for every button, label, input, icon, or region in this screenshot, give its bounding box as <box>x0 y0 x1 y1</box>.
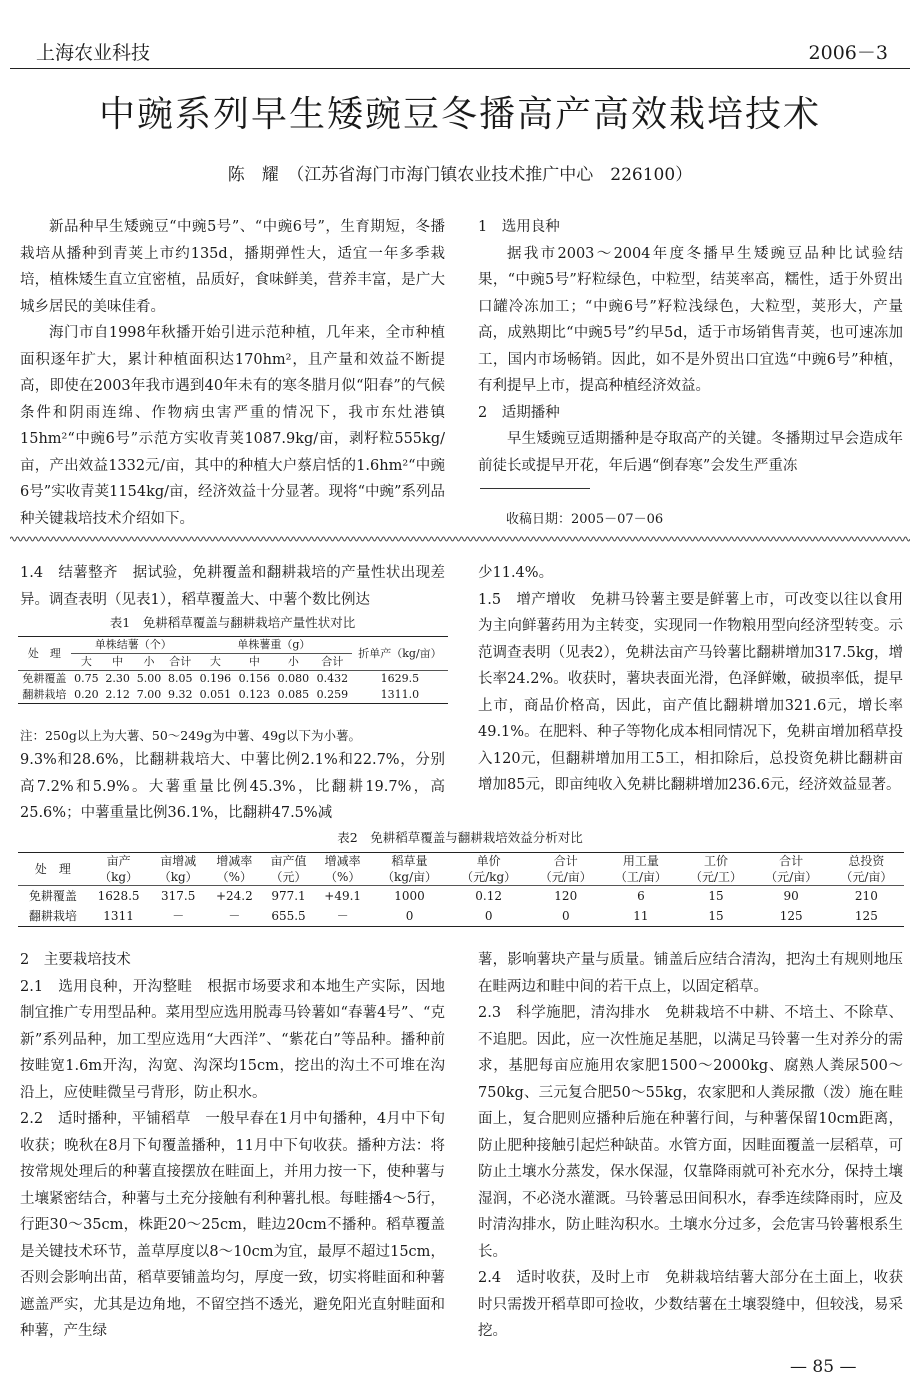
table2-header <box>528 853 603 886</box>
table-cell: 0 <box>484 909 493 923</box>
bottom-right-column <box>478 947 903 1345</box>
body-paragraph: 2.4 适时收获，及时上市 免耕栽培结薯大部分在土面上，收获时只需拨开稻草即可捡收，少数结薯在土壤裂缝中，但较浅，易采挖。 <box>478 1270 903 1339</box>
table1-subheader: 中 <box>248 655 260 668</box>
mid-left-column <box>20 560 445 613</box>
table1-header: 单株薯重（g） <box>196 637 352 654</box>
table2-header-unit: （元/亩） <box>765 870 818 884</box>
table2-header-line: 亩产值 <box>270 854 307 868</box>
table-row <box>18 687 448 704</box>
table2-header <box>754 853 829 886</box>
table-cell: 0.196 <box>199 672 232 685</box>
table-cell: +24.2 <box>215 889 253 903</box>
journal-name: 上海农业科技 <box>36 42 151 64</box>
table2-header-unit: （元/工） <box>690 870 743 884</box>
table2 <box>18 852 904 927</box>
body-paragraph: 少11.4%。 <box>478 565 554 581</box>
table1-note: 注：250g以上为大薯、50～249g为中薯、49g以下为小薯。 <box>20 728 362 743</box>
table-cell: 655.5 <box>271 909 306 923</box>
article-title: 中豌系列早生矮豌豆冬播高产高效栽培技术 <box>98 94 821 135</box>
table-cell: 9.32 <box>168 688 193 701</box>
table-cell: 0.085 <box>277 688 310 701</box>
body-paragraph: 2.3 科学施肥，清沟排水 免耕栽培不中耕、不培土、不除草、不追肥。因此，应一次性施足基肥，以满足马铃薯一生对养分的需求，基肥每亩应施用农家肥1500～2000kg、腐熟人粪尿500～750kg、三元复合肥50～55kg，农家肥和人粪尿撒（泼）施在畦面上，复合肥则应播种后施在种薯行间，与种薯保留10cm距离，防止肥种接触引起烂种缺苗。水管方面，因畦面覆盖一层稻草，可防止土壤水分蒸发，保水保湿，仅靠降雨就可补充水分，保持土壤湿润，不必浇水灌溉。马铃薯忌田间积水，春季连续降雨时，应及时清沟排水，防止畦沟积水。土壤水分过多，会危害马铃薯根系生长。 <box>478 1005 903 1260</box>
table-cell: 0 <box>561 909 570 923</box>
table-cell: 翻耕栽培 <box>22 688 67 701</box>
intro-column <box>20 214 445 532</box>
issue-number: 2006－3 <box>808 42 888 64</box>
table-cell: 0.051 <box>199 688 232 701</box>
table1 <box>18 636 448 704</box>
table-cell: 5.00 <box>136 672 162 685</box>
table-cell: 210 <box>854 889 878 903</box>
table1-subheader: 小 <box>143 655 155 668</box>
table-cell: － <box>228 909 241 923</box>
table-cell: 免耕覆盖 <box>28 889 77 903</box>
table2-header-unit: （%） <box>216 870 253 884</box>
table1-caption: 表1 免耕稻草覆盖与翻耕栽培产量性状对比 <box>109 615 356 630</box>
table2-header-line: 单价 <box>476 854 501 868</box>
page-number: — 85 — <box>790 1357 857 1377</box>
table-cell: 0.156 <box>238 672 271 685</box>
table-cell: 125 <box>779 909 803 923</box>
table-cell: 0.432 <box>316 672 349 685</box>
table-cell: 1000 <box>394 889 425 903</box>
table2-header-line: 工价 <box>704 854 729 868</box>
table2-header-line: 增减率 <box>324 854 361 868</box>
table-cell: +49.1 <box>324 889 362 903</box>
body-paragraph: 早生矮豌豆适期播种是夺取高产的关键。冬播期过早会造成年前徒长或提早开花，年后遇“倒春寒”会发生严重冻 <box>478 431 903 474</box>
body-paragraph: 2.2 适时播种，平铺稻草 一般早春在1月中旬播种，4月中下旬收获；晚秋在8月下旬覆盖播种，11月中下旬收获。播种方法：将按常规处理后的种薯直接摆放在畦面上，并用力按一下，使种薯与土壤紧密结合，种薯与土充分接触有利种薯扎根。每畦播4～5行，行距30～35cm，株距20～25cm，畦边20cm不播种。稻草覆盖是关键技术环节，盖草厚度以8～10cm为宜，最厚不超过15cm，否则会影响出苗，稻草要铺盖均匀，厚度一致，切实将畦面和种薯遮盖严实，尤其是边角地，不留空挡不透光，避免阳光直射畦面和种薯，产生绿 <box>20 1111 445 1339</box>
table-cell: 0 <box>405 909 414 923</box>
table1-header: 折单产（kg/亩） <box>358 646 442 660</box>
table2-header-unit: （工/亩） <box>614 870 667 884</box>
table-cell: 317.5 <box>161 889 196 903</box>
table-cell: 0.20 <box>74 688 99 701</box>
body-paragraph: 9.3%和28.6%，比翻耕栽培大、中薯比例2.1%和22.7%，分别高7.2%和5.9%。大薯重量比例45.3%，比翻耕19.7%，高25.6%；中薯重量比例36.1%，比翻耕47.5%减 <box>20 752 445 821</box>
table2-header-unit: （%） <box>324 870 361 884</box>
table2-header <box>829 853 904 886</box>
table2-header-unit: （元） <box>270 870 307 884</box>
table-cell: 1628.5 <box>97 889 140 903</box>
footnote-rule <box>480 488 590 489</box>
table-cell: 翻耕栽培 <box>28 909 77 923</box>
section-heading: 2 主要栽培技术 <box>20 952 131 968</box>
mid-left-column-cont <box>20 747 445 827</box>
body-paragraph: 1.5 增产增收 免耕马铃薯主要是鲜薯上市，可改变以往以食用为主向鲜薯药用为主转变，实现同一作物粮用型向经济型转变。示范调查表明（见表2），免耕法亩产马铃薯比翻耕增加317.5kg，增长率24.2%。收获时，薯块表面光滑，色泽鲜嫩，破损率低，提早上市，商品价格高，因此，亩产值比翻耕增加321.6元，增长率49.1%。在肥料、种子等物化成本相同情况下，免耕亩增加稻草投入120元，但翻耕增加用工5工，相扣除后，总投资免耕比翻耕亩增加85元，即亩纯收入免耕比翻耕增加236.6元，经济效益显著。 <box>478 591 903 793</box>
table-cell: 0.080 <box>277 672 310 685</box>
table2-header <box>262 853 316 886</box>
table-cell: － <box>336 909 349 923</box>
mid-right-column <box>478 560 903 799</box>
table1-header: 处 理 <box>27 646 61 660</box>
section-heading: 2 适期播种 <box>478 404 560 421</box>
table-row <box>18 671 448 688</box>
table-cell: 15 <box>708 909 724 923</box>
section-heading: 1 选用良种 <box>478 219 560 235</box>
table2-header-line: 亩产 <box>106 854 131 868</box>
table-cell: 0.123 <box>238 688 271 701</box>
table1-subheader: 中 <box>112 655 124 668</box>
table2-caption: 表2 免耕稻草覆盖与翻耕栽培效益分析对比 <box>337 830 583 845</box>
bottom-left-column <box>20 947 445 1345</box>
intro-paragraph: 新品种早生矮豌豆“中豌5号”、“中豌6号”，生育期短，冬播栽培从播种到青荚上市约135d，播期弹性大，适宜一年多季栽培，植株矮生直立宜密植，品质好，食味鲜美，营养丰富，是广大城乡居民的美味佳肴。 <box>20 219 445 315</box>
table2-header <box>88 853 150 886</box>
table2-header <box>603 853 678 886</box>
table-cell: － <box>172 909 185 923</box>
table-cell: 2.30 <box>105 672 130 685</box>
table-cell: 90 <box>783 889 799 903</box>
table-cell: 0.259 <box>316 688 349 701</box>
table2-header <box>315 853 370 886</box>
table2-header-line: 稻草量 <box>391 854 428 868</box>
table-row <box>18 886 904 907</box>
received-date: 收稿日期：2005－07－06 <box>506 512 664 527</box>
header-rule <box>10 68 910 69</box>
table2-header <box>370 853 449 886</box>
table-cell: 15 <box>708 889 724 903</box>
table2-header <box>449 853 528 886</box>
table-cell: 2.12 <box>105 688 130 701</box>
table1-subheader: 大 <box>209 655 221 668</box>
table1-subheader: 合计 <box>169 655 192 668</box>
table1-subheader: 小 <box>287 655 299 668</box>
table2-header-line: 用工量 <box>622 854 659 868</box>
table-cell: 6 <box>637 889 645 903</box>
table2-header-line: 处 理 <box>34 862 71 876</box>
table1-subheader: 大 <box>80 655 92 668</box>
table-cell: 1629.5 <box>380 672 420 685</box>
table-cell: 0.75 <box>74 672 99 685</box>
article-separator <box>10 535 910 543</box>
table2-header <box>678 853 753 886</box>
table2-header-unit: （kg） <box>158 870 198 884</box>
intro-paragraph: 海门市自1998年秋播开始引进示范种植，几年来，全市种植面积逐年扩大，累计种植面积达170hm²，且产量和效益不断提高，即使在2003年我市遇到40年未有的寒冬腊月似“阳春”的气候条件和阴雨连绵、作物病虫害严重的情况下，我市东灶港镇15hm²“中豌6号”示范方实收青荚1087.9kg/亩，剥籽粒555kg/亩，产出效益1332元/亩，其中的种植大户蔡启恬的1.6hm²“中豌6号”实收青荚1154kg/亩，经济效益十分显著。现将“中豌”系列品种关键栽培技术介绍如下。 <box>20 325 445 527</box>
body-paragraph: 薯，影响薯块产量与质量。铺盖后应结合清沟，把沟土有规则地压在畦两边和畦中间的若干点上，以固定稻草。 <box>478 952 903 995</box>
table-cell: 11 <box>633 909 649 923</box>
table2-header <box>207 853 262 886</box>
table2-header-unit: （元/亩） <box>840 870 893 884</box>
table2-header-unit: （kg/亩） <box>382 870 438 884</box>
table1-subheader: 合计 <box>321 655 344 668</box>
section-column <box>478 214 903 479</box>
table2-header-line: 合计 <box>779 854 804 868</box>
table-cell: 977.1 <box>271 889 306 903</box>
table2-header-line: 增减率 <box>216 854 253 868</box>
article-author: 陈 耀 （江苏省海门市海门镇农业技术推广中心 226100） <box>227 165 693 185</box>
table-cell: 免耕覆盖 <box>22 672 67 685</box>
body-paragraph: 据我市2003～2004年度冬播早生矮豌豆品种比试验结果，“中豌5号”籽粒绿色，中粒型，结荚率高，糯性，适于外贸出口罐冷冻加工；“中豌6号”籽粒浅绿色，大粒型，荚形大，产量高，成熟期比“中豌5号”约早5d，适于市场销售青荚，也可速冻加工，国内市场畅销。因此，如不是外贸出口宜选“中豌6号”种植，有利提早上市，提高种植经济效益。 <box>478 245 903 394</box>
table-cell: 8.05 <box>168 672 193 685</box>
table-cell: 7.00 <box>136 688 162 701</box>
table-cell: 0.12 <box>475 889 502 903</box>
table2-header-line: 总投资 <box>848 854 885 868</box>
table2-header-unit: （元/kg） <box>461 870 517 884</box>
table2-header <box>149 853 207 886</box>
body-paragraph: 1.4 结薯整齐 据试验，免耕覆盖和翻耕栽培的产量性状出现差异。调查表明（见表1），稻草覆盖大、中薯个数比例达 <box>20 565 445 608</box>
table2-header-line: 合计 <box>553 854 578 868</box>
table2-header-line: 亩增减 <box>160 854 197 868</box>
table-cell: 120 <box>554 889 578 903</box>
table-cell: 1311 <box>103 909 134 923</box>
table2-header <box>18 853 88 886</box>
table1-header: 单株结薯（个） <box>71 637 196 654</box>
body-paragraph: 2.1 选用良种，开沟整畦 根据市场要求和本地生产实际，因地制宜推广专用型品种。菜用型应选用脱毒马铃薯如“春薯4号”、“克新”系列品种，加工型应选用“大西洋”、“紫花白”等品种。播种前按畦宽1.6m开沟，沟宽、沟深均15cm，挖出的沟土不可堆在沟沿上，应使畦微呈弓背形，防止积水。 <box>20 978 445 1101</box>
table-cell: 1311.0 <box>380 688 420 701</box>
table-row <box>18 906 904 927</box>
table2-header-unit: （kg） <box>99 870 139 884</box>
table2-header-unit: （元/亩） <box>539 870 592 884</box>
table-cell: 125 <box>854 909 878 923</box>
